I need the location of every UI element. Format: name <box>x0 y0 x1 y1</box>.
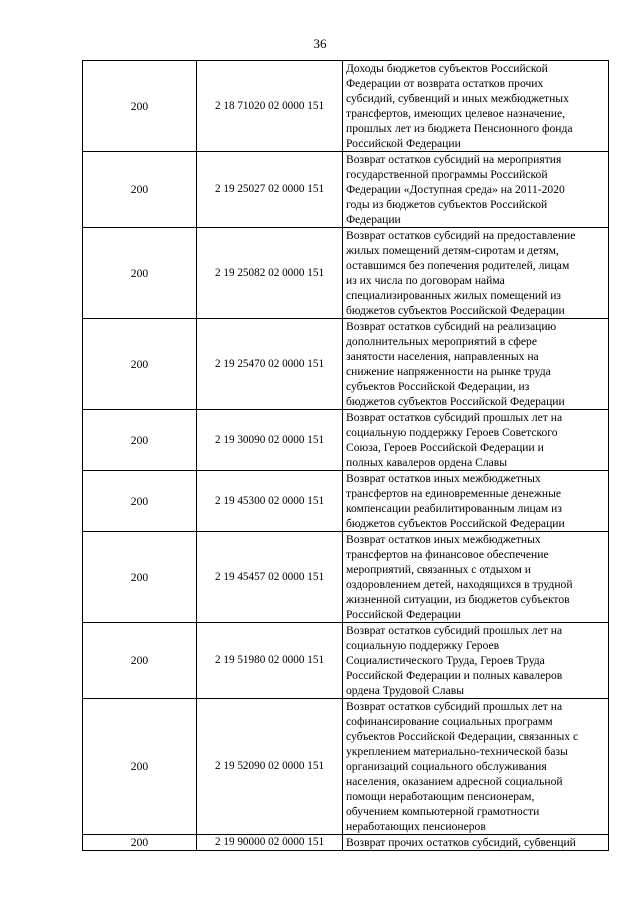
income-name-line: дополнительных мероприятий в сфере <box>346 335 537 348</box>
income-name-line: компенсации реабилитированным лицам из <box>346 502 562 515</box>
income-name-cell <box>343 152 609 228</box>
budget-code-cell: 2 19 52090 02 0000 151 <box>197 699 343 835</box>
income-name-line: неработающих пенсионеров <box>346 820 486 833</box>
income-name-cell <box>343 623 609 699</box>
income-name-line: из их числа по договорам найма <box>346 274 505 287</box>
income-name-line: субъектов Российской Федерации, из <box>346 380 530 393</box>
income-name-line: годы из бюджетов субъектов Российской <box>346 198 548 211</box>
income-name-line: полных кавалеров ордена Славы <box>346 456 508 469</box>
income-name-line: социальную поддержку Героев <box>346 639 500 652</box>
income-name-cell <box>343 532 609 623</box>
income-name-line: снижение напряженности на рынке труда <box>346 365 551 378</box>
budget-code-cell: 2 19 45300 02 0000 151 <box>197 471 343 532</box>
income-name-line: государственной программы Российской <box>346 168 548 181</box>
budget-code-cell: 2 18 71020 02 0000 151 <box>197 61 343 152</box>
income-name-line: Союза, Героев Российской Федерации и <box>346 441 544 454</box>
budget-code-cell: 2 19 51980 02 0000 151 <box>197 623 343 699</box>
income-name-cell <box>343 699 609 835</box>
income-name-line: Федерации <box>346 213 401 226</box>
table-row <box>83 532 609 623</box>
income-name-line: оставшимся без попечения родителей, лицам <box>346 259 570 272</box>
income-name-line: прошлых лет из бюджета Пенсионного фонда <box>346 122 573 135</box>
admin-code-cell: 200 <box>83 623 197 699</box>
income-name-line: Возврат остатков иных межбюджетных <box>346 533 541 546</box>
income-name-line: помощи неработающим пенсионерам, <box>346 790 535 803</box>
income-name-line: Возврат остатков субсидий прошлых лет на <box>346 700 563 713</box>
page-number: 36 <box>313 36 327 51</box>
budget-codes-table <box>82 60 609 851</box>
income-name-line: трансфертов на единовременные денежные <box>346 487 562 500</box>
table-row <box>83 699 609 835</box>
admin-code-cell: 200 <box>83 228 197 319</box>
income-name-line: Федерации «Доступная среда» на 2011-2020 <box>346 183 565 196</box>
income-name-cell <box>343 61 609 152</box>
income-name-line: бюджетов субъектов Российской Федерации <box>346 304 565 317</box>
table-row <box>83 410 609 471</box>
income-name-line: укреплением материально-технической базы <box>346 745 568 758</box>
income-name-line: бюджетов субъектов Российской Федерации <box>346 395 565 408</box>
income-name-line: Возврат прочих остатков субсидий, субвенций <box>346 836 576 849</box>
income-name-line: Российской Федерации <box>346 608 461 621</box>
income-name-line: субсидий, субвенций и иных межбюджетных <box>346 92 569 105</box>
income-name-line: обучением компьютерной грамотности <box>346 805 540 818</box>
income-name-line: социальную поддержку Героев Советского <box>346 426 558 439</box>
income-name-line: Российской Федерации <box>346 137 461 150</box>
income-name-line: Возврат остатков субсидий на мероприятия <box>346 153 562 166</box>
income-name-line: мероприятий, связанных с отдыхом и <box>346 563 531 576</box>
income-name-cell <box>343 319 609 410</box>
income-name-line: жилых помещений детям-сиротам и детям, <box>346 244 559 257</box>
income-name-cell <box>343 228 609 319</box>
income-name-line: Возврат остатков иных межбюджетных <box>346 472 541 485</box>
income-name-line: Возврат остатков субсидий на реализацию <box>346 320 557 333</box>
income-name-line: специализированных жилых помещений из <box>346 289 561 302</box>
admin-code-cell: 200 <box>83 532 197 623</box>
income-name-line: оздоровлением детей, находящихся в трудной <box>346 578 573 591</box>
table-row <box>83 623 609 699</box>
income-name-line: Российской Федерации и полных кавалеров <box>346 669 563 682</box>
income-name-line: Доходы бюджетов субъектов Российской <box>346 62 548 75</box>
budget-code-cell: 2 19 25470 02 0000 151 <box>197 319 343 410</box>
income-name-line: Возврат остатков субсидий прошлых лет на <box>346 624 563 637</box>
income-name-line: бюджетов субъектов Российской Федерации <box>346 517 565 530</box>
income-name-line: занятости населения, направленных на <box>346 350 539 363</box>
admin-code-cell: 200 <box>83 319 197 410</box>
income-name-line: ордена Трудовой Славы <box>346 684 465 697</box>
table-row <box>83 152 609 228</box>
admin-code-cell: 200 <box>83 61 197 152</box>
admin-code-cell: 200 <box>83 152 197 228</box>
income-name-cell <box>343 835 609 851</box>
admin-code-cell: 200 <box>83 471 197 532</box>
budget-code-cell: 2 19 90000 02 0000 151 <box>197 835 343 851</box>
income-name-cell <box>343 410 609 471</box>
income-name-line: Социалистического Труда, Героев Труда <box>346 654 545 667</box>
budget-code-cell: 2 19 45457 02 0000 151 <box>197 532 343 623</box>
income-name-line: организаций социального обслуживания <box>346 760 547 773</box>
table-row <box>83 835 609 851</box>
income-name-line: трансфертов, имеющих целевое назначение, <box>346 107 566 120</box>
table-body <box>83 61 609 851</box>
budget-code-cell: 2 19 25027 02 0000 151 <box>197 152 343 228</box>
income-name-line: Возврат остатков субсидий прошлых лет на <box>346 411 563 424</box>
budget-code-cell: 2 19 30090 02 0000 151 <box>197 410 343 471</box>
income-name-line: населения, оказанием адресной социальной <box>346 775 563 788</box>
budget-code-cell: 2 19 25082 02 0000 151 <box>197 228 343 319</box>
table-row <box>83 228 609 319</box>
table-row <box>83 471 609 532</box>
income-name-cell <box>343 471 609 532</box>
income-name-line: Возврат остатков субсидий на предоставление <box>346 229 576 242</box>
admin-code-cell: 200 <box>83 699 197 835</box>
table-row <box>83 61 609 152</box>
income-name-line: субъектов Российской Федерации, связанных с <box>346 730 579 743</box>
income-name-line: софинансирование социальных программ <box>346 715 553 728</box>
admin-code-cell: 200 <box>83 410 197 471</box>
income-name-line: трансфертов на финансовое обеспечение <box>346 548 549 561</box>
income-name-line: Федерации от возврата остатков прочих <box>346 77 544 90</box>
admin-code-cell: 200 <box>83 835 197 851</box>
income-name-line: жизненной ситуации, из бюджетов субъектов <box>346 593 570 606</box>
table-row <box>83 319 609 410</box>
